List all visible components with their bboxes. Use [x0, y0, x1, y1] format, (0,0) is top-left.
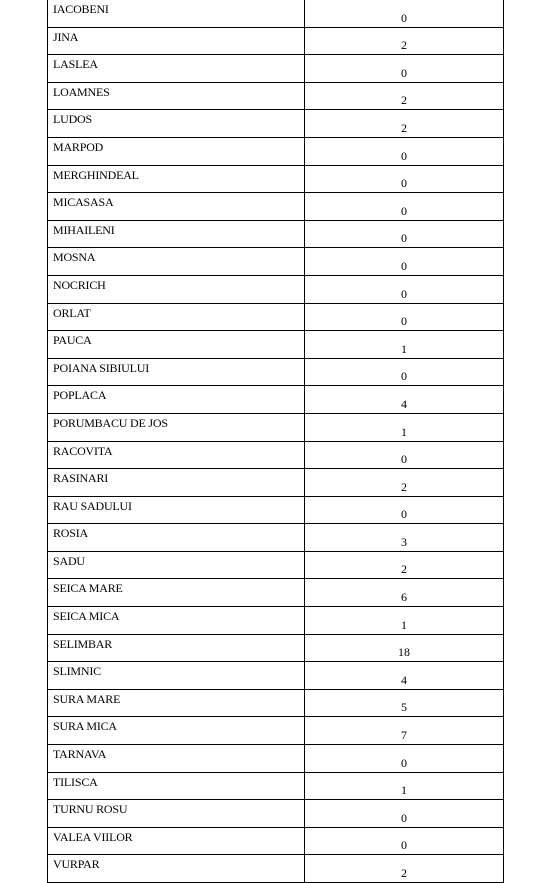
table-row — [48, 551, 504, 579]
count-value-cell: 0 — [305, 137, 504, 165]
table-row — [48, 137, 504, 165]
table-row — [48, 331, 504, 359]
count-value-cell: 0 — [305, 55, 504, 83]
table-row — [48, 0, 504, 27]
locality-name-cell: IACOBENI — [48, 0, 305, 27]
table-row — [48, 634, 504, 662]
count-value-cell: 0 — [305, 496, 504, 524]
table-row — [48, 579, 504, 607]
locality-name-cell: JINA — [48, 27, 305, 55]
locality-name-cell: POPLACA — [48, 386, 305, 414]
table-row — [48, 55, 504, 83]
locality-name-cell: MARPOD — [48, 137, 305, 165]
locality-name-cell: SURA MICA — [48, 717, 305, 745]
count-value-cell: 4 — [305, 386, 504, 414]
count-value-cell: 5 — [305, 689, 504, 717]
table-row — [48, 772, 504, 800]
locality-name-cell: TURNU ROSU — [48, 800, 305, 828]
table-row — [48, 248, 504, 276]
table-row — [48, 82, 504, 110]
locality-name-cell: SEICA MICA — [48, 607, 305, 635]
count-value-cell: 1 — [305, 413, 504, 441]
count-value-cell: 6 — [305, 579, 504, 607]
locality-name-cell: NOCRICH — [48, 275, 305, 303]
table-row — [48, 441, 504, 469]
count-value-cell: 3 — [305, 524, 504, 552]
locality-name-cell: VALEA VIILOR — [48, 827, 305, 855]
locality-name-cell: TILISCA — [48, 772, 305, 800]
table-body — [48, 0, 504, 883]
table-row — [48, 303, 504, 331]
locality-name-cell: SELIMBAR — [48, 634, 305, 662]
table-row — [48, 220, 504, 248]
table-row — [48, 689, 504, 717]
count-value-cell: 1 — [305, 607, 504, 635]
count-value-cell: 0 — [305, 0, 504, 27]
count-value-cell: 0 — [305, 165, 504, 193]
table-row — [48, 193, 504, 221]
locality-name-cell: TARNAVA — [48, 745, 305, 773]
count-value-cell: 2 — [305, 855, 504, 883]
table-row — [48, 827, 504, 855]
table-row — [48, 855, 504, 883]
count-value-cell: 1 — [305, 772, 504, 800]
count-value-cell: 0 — [305, 745, 504, 773]
count-value-cell: 1 — [305, 331, 504, 359]
locality-name-cell: MICASASA — [48, 193, 305, 221]
count-value-cell: 0 — [305, 800, 504, 828]
count-value-cell: 2 — [305, 27, 504, 55]
locality-name-cell: PAUCA — [48, 331, 305, 359]
count-value-cell: 0 — [305, 303, 504, 331]
locality-name-cell: VURPAR — [48, 855, 305, 883]
count-value-cell: 18 — [305, 634, 504, 662]
locality-name-cell: MOSNA — [48, 248, 305, 276]
count-value-cell: 2 — [305, 110, 504, 138]
locality-name-cell: MERGHINDEAL — [48, 165, 305, 193]
table-row — [48, 496, 504, 524]
locality-name-cell: ORLAT — [48, 303, 305, 331]
table-row — [48, 800, 504, 828]
count-value-cell: 2 — [305, 551, 504, 579]
table-row — [48, 524, 504, 552]
count-value-cell: 2 — [305, 469, 504, 497]
table-row — [48, 413, 504, 441]
count-value-cell: 0 — [305, 441, 504, 469]
table-row — [48, 607, 504, 635]
count-value-cell: 7 — [305, 717, 504, 745]
table-row — [48, 110, 504, 138]
count-value-cell: 0 — [305, 193, 504, 221]
table-row — [48, 469, 504, 497]
table-row — [48, 662, 504, 690]
count-value-cell: 0 — [305, 248, 504, 276]
locality-name-cell: LUDOS — [48, 110, 305, 138]
table-row — [48, 386, 504, 414]
locality-name-cell: SEICA MARE — [48, 579, 305, 607]
locality-name-cell: PORUMBACU DE JOS — [48, 413, 305, 441]
locality-name-cell: SLIMNIC — [48, 662, 305, 690]
table-row — [48, 717, 504, 745]
locality-name-cell: RASINARI — [48, 469, 305, 497]
count-value-cell: 0 — [305, 220, 504, 248]
count-value-cell: 2 — [305, 82, 504, 110]
locality-name-cell: RACOVITA — [48, 441, 305, 469]
table-row — [48, 27, 504, 55]
locality-name-cell: MIHAILENI — [48, 220, 305, 248]
locality-name-cell: LOAMNES — [48, 82, 305, 110]
table-row — [48, 358, 504, 386]
locality-name-cell: LASLEA — [48, 55, 305, 83]
locality-name-cell: POIANA SIBIULUI — [48, 358, 305, 386]
table-row — [48, 165, 504, 193]
count-value-cell: 0 — [305, 275, 504, 303]
locality-name-cell: SADU — [48, 551, 305, 579]
locality-name-cell: RAU SADULUI — [48, 496, 305, 524]
locality-name-cell: SURA MARE — [48, 689, 305, 717]
count-value-cell: 4 — [305, 662, 504, 690]
table-row — [48, 745, 504, 773]
count-value-cell: 0 — [305, 827, 504, 855]
locality-table — [47, 0, 504, 883]
table-row — [48, 275, 504, 303]
locality-name-cell: ROSIA — [48, 524, 305, 552]
count-value-cell: 0 — [305, 358, 504, 386]
